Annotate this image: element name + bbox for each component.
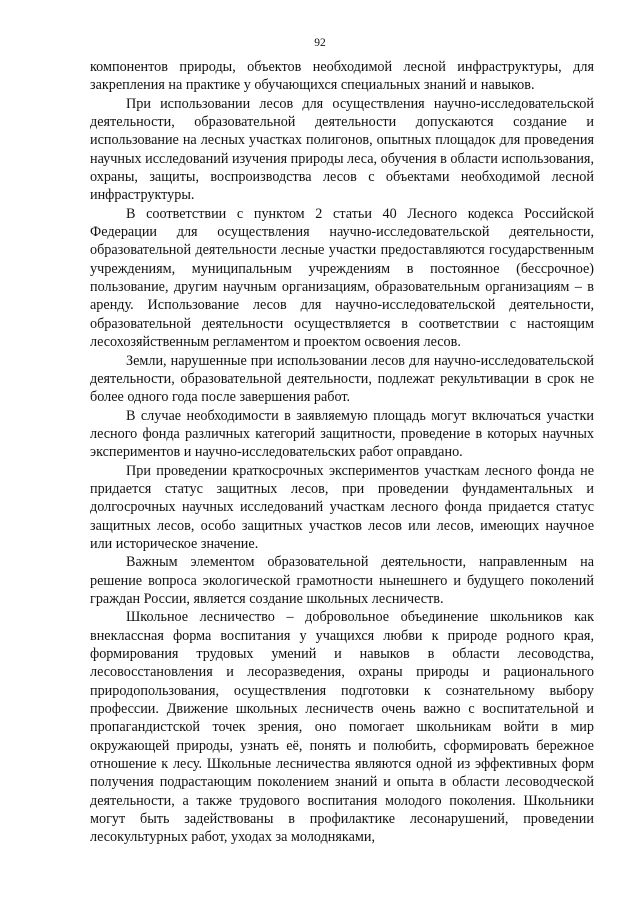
paragraph: Школьное лесничество – добровольное объединение школьников как внеклассная форма воспитания у учащихся любви к природе родного края, формирования трудовых умений и навыков в области лесоводства, лесовосстановления и лесоразведения, охраны природы и рационального природопользования, осуществления подготовки к сознательному выбору профессии. Движение школьных лесничеств очень важно с воспитательной и пропагандистской точек зрения, оно помогает школьникам войти в мир окружающей природы, узнать её, понять и полюбить, сформировать бережное отношение к лесу. Школьные лесничества являются одной из эффективных форм получения подрастающим поколением знаний и опыта в области лесоводческой деятельности, а также трудового воспитания молодого поколения. Школьники могут быть задействованы в профилактике лесонарушений, проведении лесокультурных работ, уходах за молодняками, xyxy=(90,609,594,846)
paragraph: Важным элементом образовательной деятельности, направленным на решение вопроса экологической грамотности нынешнего и будущего поколений граждан России, является создание школьных лесничеств. xyxy=(90,554,594,607)
paragraph: Земли, нарушенные при использовании лесов для научно-исследовательской деятельности, образовательной деятельности, подлежат рекультивации в срок не более одного года после завершения работ. xyxy=(90,352,594,406)
document-body xyxy=(90,58,594,847)
page-number: 92 xyxy=(314,37,326,49)
paragraph: При проведении краткосрочных экспериментов участкам лесного фонда не придается статус защитных лесов, при проведении фундаментальных и долгосрочных научных исследований участкам лесного фонда придается статус защитных лесов, особо защитных участков лесов или лесов, имеющих научное или историческое значение. xyxy=(90,462,594,552)
paragraph: В случае необходимости в заявляемую площадь могут включаться участки лесного фонда различных категорий защитности, проведение в которых научных экспериментов и научно-исследовательских работ оправдано. xyxy=(90,407,594,461)
paragraph: В соответствии с пунктом 2 статьи 40 Лесного кодекса Российской Федерации для осуществления научно-исследовательской деятельности, образовательной деятельности лесные участки предоставляются государственным учреждениям, муниципальным учреждениям в постоянное (бессрочное) пользование, другим научным организациям, образовательным организациям – в аренду. Использование лесов для научно-исследовательской деятельности, образовательной деятельности осуществляется в соответствии с настоящим лесохозяйственным регламентом и проектом освоения лесов. xyxy=(90,205,594,351)
paragraph: При использовании лесов для осуществления научно-исследовательской деятельности, образовательной деятельности допускаются создание и использование на лесных участках полигонов, опытных площадок для проведения научных исследований изучения природы леса, обучения в области использования, охраны, защиты, воспроизводства лесов с объектами необходимой лесной инфраструктуры. xyxy=(90,95,595,204)
paragraph: компонентов природы, объектов необходимой лесной инфраструктуры, для закрепления на практике у обучающихся специальных знаний и навыков. xyxy=(90,59,594,94)
